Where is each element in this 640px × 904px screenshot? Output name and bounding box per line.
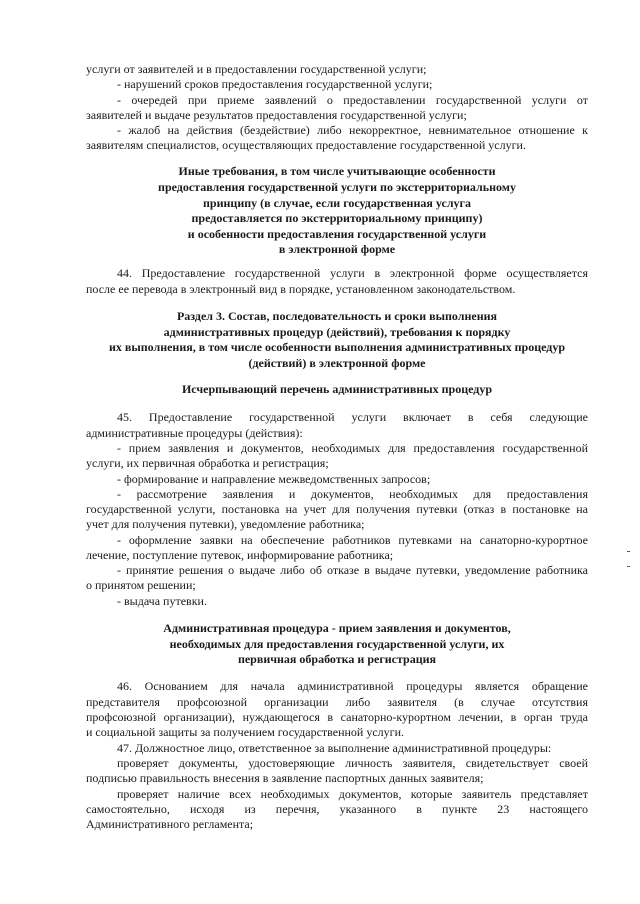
- text-line: заявителям специалистов, осуществляющих предоставление государственной услуги.: [86, 138, 526, 152]
- text-line: заявителей и выдаче результатов предоставления государственной услуги;: [86, 108, 467, 122]
- section-heading: предоставляется по экстерриториальному принципу): [191, 211, 483, 225]
- paragraph-47: 47. Должностное лицо, ответственное за выполнение административной процедуры:: [117, 741, 552, 755]
- section-heading: первичная обработка и регистрация: [237, 652, 437, 666]
- text-line: подписью правильность внесения в заявление паспортных данных заявителя;: [86, 771, 484, 785]
- paragraph-45: 45. Предоставление государственной услуги включает в себя следующие: [117, 410, 588, 424]
- text-line: после ее перевода в электронный вид в порядке, установленном законодательством.: [86, 282, 516, 296]
- text-line: услуги, их первичная обработка и регистрация;: [86, 456, 329, 470]
- text-line: Административного регламента;: [86, 817, 254, 831]
- text-line: государственной услуги, постановка на учет для получения путевки (отказ в постановке на: [86, 502, 588, 516]
- section-heading: предоставления государственной услуги по экстерриториальному: [158, 180, 516, 194]
- section-heading: Раздел 3. Состав, последовательность и сроки выполнения: [176, 309, 498, 323]
- section-heading: Исчерпывающий перечень административных процедур: [181, 382, 493, 396]
- scan-mark: [627, 551, 630, 552]
- list-item: - принятие решения о выдаче либо об отказе в выдаче путевки, уведомление работника: [117, 563, 588, 577]
- text-line: и социальной защиты за получением государственной услуги.: [86, 725, 404, 739]
- section-heading: (действий) в электронной форме: [248, 356, 426, 370]
- text-line: представителя профсоюзной организации либо заявителя (в случае отсутствия: [86, 695, 588, 709]
- text-line: административные процедуры (действия):: [86, 426, 303, 440]
- text-line: учет для получения путевки), уведомление работника;: [86, 517, 365, 531]
- list-item: - рассмотрение заявления и документов, необходимых для предоставления: [117, 487, 588, 501]
- section-heading: в электронной форме: [278, 242, 396, 256]
- section-heading: Административная процедура - прием заявления и документов,: [163, 621, 511, 635]
- text-line: лечение, поступление путевок, информирование работника;: [86, 548, 394, 562]
- section-heading: необходимых для предоставления государственной услуги, их: [169, 637, 505, 651]
- section-heading: и особенности предоставления государственной услуги: [187, 227, 487, 241]
- text-line: о принятом решении;: [86, 578, 196, 592]
- list-item: - очередей при приеме заявлений о предоставлении государственной услуги от: [117, 93, 588, 107]
- section-heading: их выполнения, в том числе особенности выполнения административных процедур: [108, 340, 566, 354]
- paragraph-44: 44. Предоставление государственной услуги в электронной форме осуществляется: [117, 266, 588, 280]
- text-line: профсоюзной организации), нуждающегося в санаторно-курортном лечении, в орган труда: [86, 710, 588, 724]
- scan-mark: [627, 566, 630, 567]
- text-line: проверяет документы, удостоверяющие личность заявителя, свидетельствует своей: [117, 756, 588, 770]
- list-item: - оформление заявки на обеспечение работников путевками на санаторно-курортное: [117, 533, 588, 547]
- list-item: - прием заявления и документов, необходимых для предоставления государственной: [117, 441, 588, 455]
- list-item: - нарушений сроков предоставления государственной услуги;: [117, 77, 433, 91]
- section-heading: принципу (в случае, если государственная услуга: [202, 196, 472, 210]
- text-line: проверяет наличие всех необходимых документов, которые заявитель представляет: [117, 787, 588, 801]
- list-item: - формирование и направление межведомственных запросов;: [117, 472, 431, 486]
- section-heading: Иные требования, в том числе учитывающие особенности: [178, 164, 496, 178]
- list-item: - жалоб на действия (бездействие) либо некорректное, невнимательное отношение к: [117, 123, 588, 137]
- list-item: - выдача путевки.: [117, 594, 207, 608]
- paragraph-46: 46. Основанием для начала административной процедуры является обращение: [117, 679, 588, 693]
- text-line: самостоятельно, исходя из перечня, указанного в пункте 23 настоящего: [86, 802, 588, 816]
- section-heading: административных процедур (действий), требования к порядку: [163, 325, 511, 339]
- text-line: услуги от заявителей и в предоставлении государственной услуги;: [86, 62, 427, 76]
